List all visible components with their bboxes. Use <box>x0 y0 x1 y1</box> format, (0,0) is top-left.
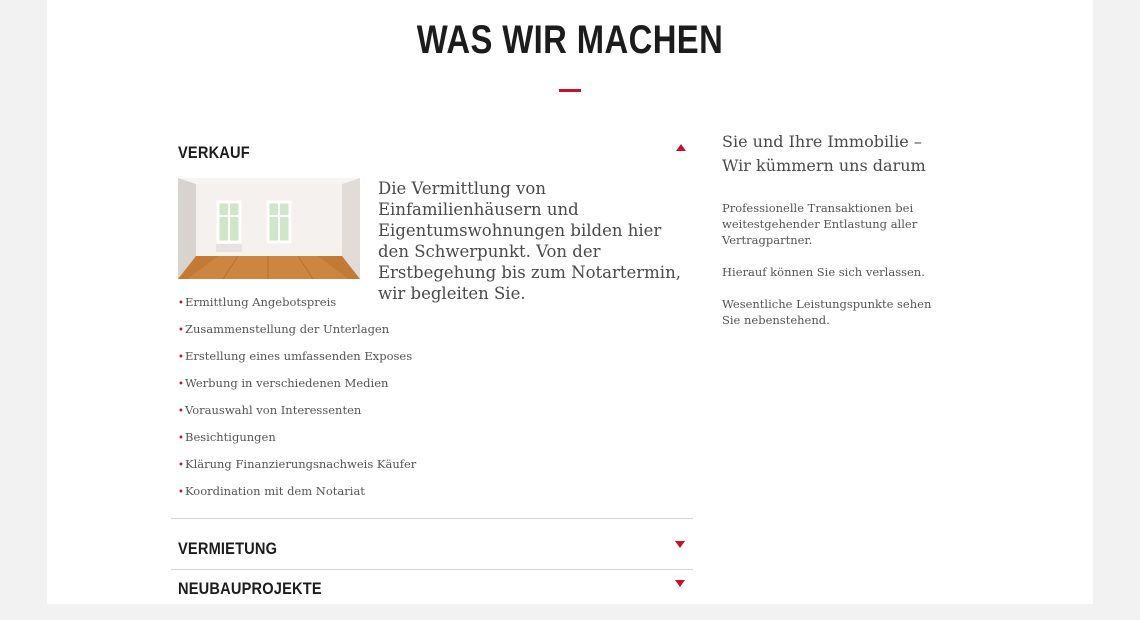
list-item: • Koordination mit dem Notariat <box>178 483 416 510</box>
accordion-header-neubauprojekte[interactable] <box>171 570 693 620</box>
section-title: WAS WIR MACHEN <box>416 18 724 62</box>
list-item: • Ermittlung Angebotspreis <box>178 294 416 321</box>
bullet-dot-icon: • <box>178 433 184 444</box>
bullet-dot-icon: • <box>178 325 184 336</box>
accordion-header-vermietung[interactable] <box>171 519 693 569</box>
bullet-dot-icon: • <box>178 487 184 498</box>
sidebar-intro <box>722 130 952 344</box>
bullet-dot-icon: • <box>178 406 184 417</box>
list-item: • Erstellung eines umfassenden Exposes <box>178 348 416 375</box>
accordion-panel-verkauf <box>171 178 693 518</box>
accordion-title: VERKAUF <box>178 143 250 162</box>
bullet-dot-icon: • <box>178 379 184 390</box>
services-accordion <box>171 128 693 620</box>
list-item: • Besichtigungen <box>178 429 416 456</box>
accordion-title: NEUBAUPROJEKTE <box>178 579 322 598</box>
caret-up-icon[interactable] <box>676 144 686 151</box>
sidebar-paragraph: Wesentliche Leistungspunkte sehen Sie nebenstehend. <box>722 297 932 327</box>
title-underline <box>559 89 581 92</box>
list-item: • Zusammenstellung der Unterlagen <box>178 321 416 348</box>
accordion-header-verkauf[interactable] <box>171 128 693 178</box>
accordion-title: VERMIETUNG <box>178 539 278 558</box>
bullet-dot-icon: • <box>178 460 184 471</box>
caret-down-icon[interactable] <box>675 541 685 548</box>
sidebar-paragraph: Hierauf können Sie sich verlassen. <box>722 265 925 279</box>
caret-down-icon[interactable] <box>675 580 685 587</box>
room-photo <box>178 178 360 279</box>
list-item: • Werbung in verschiedenen Medien <box>178 375 416 402</box>
list-item: • Klärung Finanzierungsnachweis Käufer <box>178 456 416 483</box>
bullet-dot-icon: • <box>178 352 184 363</box>
sidebar-title: Sie und Ihre Immobilie – Wir kümmern uns darum <box>722 132 926 175</box>
bullet-dot-icon: • <box>178 298 184 309</box>
feature-list <box>178 294 416 510</box>
verkauf-lead-text: Die Vermittlung von Einfamilienhäusern und Eigentumswohnungen bilden hier den Schwerpunkt. Von der Erstbegehung bis zum Notartermin, wir begleiten Sie. <box>378 179 681 303</box>
sidebar-paragraph: Professionelle Transaktionen bei weitestgehender Entlastung aller Vertragpartner. <box>722 201 918 247</box>
page-container <box>47 0 1093 604</box>
list-item: • Vorauswahl von Interessenten <box>178 402 416 429</box>
